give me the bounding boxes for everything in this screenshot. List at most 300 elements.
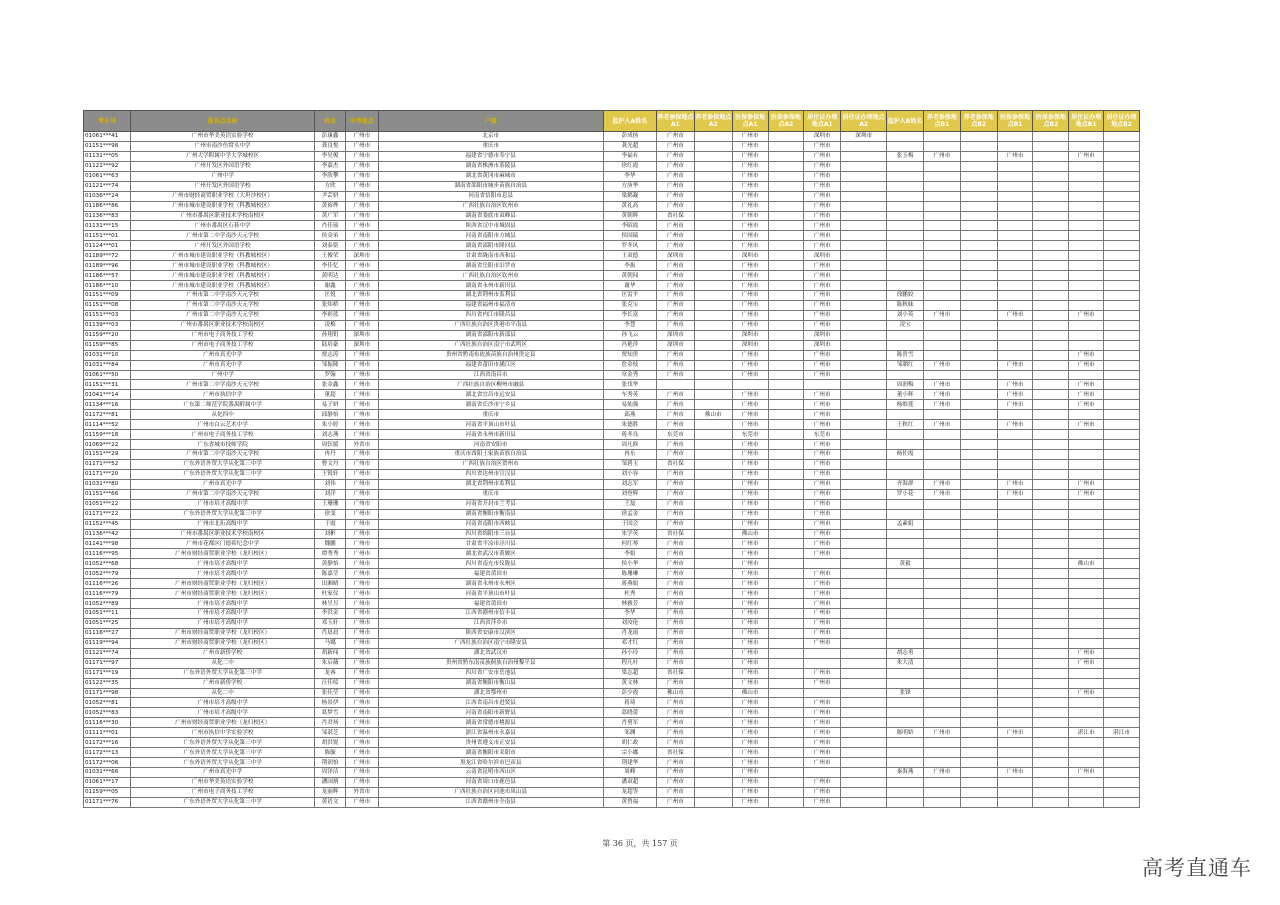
table-cell [1104, 688, 1140, 698]
table-cell [1033, 281, 1069, 291]
table-cell: 外省市 [345, 440, 378, 450]
table-cell [887, 787, 924, 797]
table-cell [694, 529, 732, 539]
table-cell [1104, 469, 1140, 479]
table-cell [997, 291, 1033, 301]
table-cell: 广州市 [732, 390, 768, 400]
table-cell [960, 589, 997, 599]
table-cell [1069, 171, 1104, 181]
table-cell: 广州市 [732, 201, 768, 211]
table-cell [924, 450, 961, 460]
table-row [84, 549, 1140, 559]
table-cell: 胡仁政 [603, 738, 656, 748]
table-cell: 广州市第二中学南沙天元学校 [131, 310, 315, 320]
table-cell [960, 628, 997, 638]
table-cell: 广州市 [345, 758, 378, 768]
table-cell [768, 291, 804, 301]
table-cell: 邹振隆 [315, 360, 346, 370]
table-row [84, 450, 1140, 460]
table-cell: 广州市 [345, 549, 378, 559]
table-cell [887, 191, 924, 201]
table-cell: 广州市 [804, 609, 841, 619]
table-cell [694, 579, 732, 589]
table-cell: 荆润怡 [315, 758, 346, 768]
table-cell [960, 300, 997, 310]
table-cell: 01159***18 [84, 430, 131, 440]
table-cell: 龙睿 [315, 668, 346, 678]
table-cell: 广州市 [345, 261, 378, 271]
table-cell [1104, 161, 1140, 171]
table-cell: 广州市番禺区石碁中学 [131, 221, 315, 231]
table-cell [1069, 509, 1104, 519]
table-cell [1033, 430, 1069, 440]
table-cell: 广州市 [345, 509, 378, 519]
table-cell: 肖晨晨 [315, 628, 346, 638]
table-cell: 广州市电子商务技工学校 [131, 330, 315, 340]
table-cell [960, 400, 997, 410]
table-cell: 广州市财经商贸职业学校（龙归校区） [131, 718, 315, 728]
table-cell: 01061***63 [84, 171, 131, 181]
table-cell [960, 181, 997, 191]
table-cell: 广州市 [804, 390, 841, 400]
table-cell [841, 151, 887, 161]
table-cell: 01121***74 [84, 648, 131, 658]
column-header: 户籍 [378, 111, 603, 132]
table-cell [768, 569, 804, 579]
table-cell [924, 410, 961, 420]
table-cell: 广州市 [804, 529, 841, 539]
table-cell: 从化四中 [131, 410, 315, 420]
table-cell: 广州市 [804, 261, 841, 271]
table-cell: 湖南省邵阳市隆回县 [378, 241, 603, 251]
column-header: 养老参保地点A1 [656, 111, 694, 132]
table-cell [960, 360, 997, 370]
table-cell: 广州市 [997, 400, 1033, 410]
table-cell: 广西壮族自治区钦州市 [378, 271, 603, 281]
table-cell [924, 440, 961, 450]
table-cell [1069, 787, 1104, 797]
table-cell: 广州市 [656, 281, 694, 291]
table-cell [1033, 539, 1069, 549]
table-cell: 广州市 [656, 181, 694, 191]
table-cell [960, 251, 997, 261]
table-cell: 01151***98 [84, 141, 131, 151]
table-cell: 01031***84 [84, 360, 131, 370]
table-cell [887, 241, 924, 251]
table-cell: 广州市 [656, 728, 694, 738]
table-cell [694, 688, 732, 698]
table-cell: 广州市 [732, 360, 768, 370]
table-cell: 周润梅 [887, 380, 924, 390]
table-cell [997, 430, 1033, 440]
table-cell: 广州市 [804, 569, 841, 579]
table-row [84, 668, 1140, 678]
table-cell [1033, 141, 1069, 151]
table-cell [768, 281, 804, 291]
table-cell: 广州市 [732, 281, 768, 291]
table-cell: 广州市北珩高级中学 [131, 519, 315, 529]
table-cell [960, 310, 997, 320]
table-cell [694, 181, 732, 191]
table-cell: 广州市 [804, 728, 841, 738]
table-cell [997, 718, 1033, 728]
table-cell: 徐鹏姣 [887, 291, 924, 301]
table-cell [924, 261, 961, 271]
table-cell [887, 161, 924, 171]
table-cell [768, 310, 804, 320]
table-cell [960, 430, 997, 440]
table-cell [841, 618, 887, 628]
table-cell: 黄语文 [315, 797, 346, 807]
table-cell: 胡新闯 [315, 648, 346, 658]
table-cell: 罗冬风 [603, 241, 656, 251]
table-cell: 邹碧玉 [603, 459, 656, 469]
table-cell [960, 748, 997, 758]
table-cell [1069, 589, 1104, 599]
table-cell [1104, 599, 1140, 609]
table-row [84, 400, 1140, 410]
table-cell [768, 668, 804, 678]
table-row [84, 440, 1140, 450]
table-cell [841, 469, 887, 479]
table-cell: 省社保 [656, 459, 694, 469]
table-cell [841, 599, 887, 609]
table-cell: 广州市 [732, 638, 768, 648]
table-cell [1104, 777, 1140, 787]
table-cell [924, 281, 961, 291]
table-cell [1069, 678, 1104, 688]
table-cell [960, 450, 997, 460]
table-cell: 邹潮红 [887, 360, 924, 370]
table-cell [1033, 489, 1069, 499]
table-cell [887, 459, 924, 469]
table-cell: 广州市 [804, 599, 841, 609]
table-cell: 广州市 [1069, 310, 1104, 320]
table-cell: 广州市 [997, 420, 1033, 430]
table-cell [694, 221, 732, 231]
table-row [84, 579, 1140, 589]
table-cell: 广州市 [656, 241, 694, 251]
table-cell: 广州市 [1069, 768, 1104, 778]
table-cell: 张金鑫 [315, 380, 346, 390]
table-cell [887, 678, 924, 688]
table-cell [960, 638, 997, 648]
table-cell [1104, 628, 1140, 638]
table-cell: 广州市 [732, 648, 768, 658]
table-cell: 林昱昱 [315, 599, 346, 609]
table-cell: 广州市 [997, 479, 1033, 489]
table-cell [887, 171, 924, 181]
table-cell [1069, 211, 1104, 221]
table-cell: 广州市 [345, 410, 378, 420]
table-cell: 广州市 [656, 549, 694, 559]
table-cell [960, 489, 997, 499]
table-cell [1033, 738, 1069, 748]
table-cell [1104, 251, 1140, 261]
table-cell: 广州市 [924, 151, 961, 161]
table-cell [694, 758, 732, 768]
table-cell: 广州市 [656, 618, 694, 628]
table-cell [1104, 519, 1140, 529]
table-cell: 01051***11 [84, 609, 131, 619]
table-cell: 王珊珊 [315, 499, 346, 509]
table-cell: 李长富 [603, 310, 656, 320]
table-cell [1033, 350, 1069, 360]
table-cell: 广州市 [732, 708, 768, 718]
table-cell: 广州市第二中学南沙天元学校 [131, 231, 315, 241]
table-cell [1069, 132, 1104, 142]
table-cell [997, 350, 1033, 360]
table-cell: 01131***05 [84, 151, 131, 161]
table-cell: 广州市 [732, 350, 768, 360]
table-cell [841, 708, 887, 718]
table-cell [768, 728, 804, 738]
table-row [84, 509, 1140, 519]
table-cell [841, 768, 887, 778]
table-cell [1069, 201, 1104, 211]
table-cell [1033, 758, 1069, 768]
table-cell: 01171***76 [84, 797, 131, 807]
table-cell [997, 539, 1033, 549]
table-cell [841, 420, 887, 430]
table-cell: 01172***16 [84, 738, 131, 748]
table-cell: 从化二中 [131, 688, 315, 698]
table-cell: 甘肃省平凉市泾川县 [378, 539, 603, 549]
table-cell: 王俊荣 [315, 251, 346, 261]
table-cell [1069, 191, 1104, 201]
table-cell: 广东外语外贸大学从化第三中学 [131, 738, 315, 748]
table-cell: 广州市真光中学 [131, 360, 315, 370]
table-cell: 广东省城市技师学院 [131, 440, 315, 450]
table-cell: 广州市 [924, 768, 961, 778]
table-cell [997, 241, 1033, 251]
table-cell: 01159***85 [84, 340, 131, 350]
table-cell [1104, 141, 1140, 151]
table-cell: 广州市 [656, 201, 694, 211]
table-row [84, 748, 1140, 758]
table-cell [960, 609, 997, 619]
table-cell: 广州市 [732, 400, 768, 410]
table-cell: 周钰媛 [315, 440, 346, 450]
table-cell [1033, 479, 1069, 489]
table-cell: 广州市城市建设职业学校（科教城校区） [131, 271, 315, 281]
table-cell: 广州市 [345, 469, 378, 479]
table-cell: 广州市培才高级中学 [131, 609, 315, 619]
table-cell [1104, 618, 1140, 628]
table-cell: 广州市 [732, 489, 768, 499]
table-cell: 陈珊琳 [603, 569, 656, 579]
table-cell: 马娜 [315, 638, 346, 648]
table-cell [960, 559, 997, 569]
table-cell [841, 787, 887, 797]
table-cell: 湖南省岳阳市汨罗市 [378, 261, 603, 271]
table-cell [924, 579, 961, 589]
table-cell: 广州市 [804, 350, 841, 360]
table-cell [841, 410, 887, 420]
table-cell [1104, 678, 1140, 688]
table-cell [768, 271, 804, 281]
table-cell [694, 698, 732, 708]
table-cell [694, 201, 732, 211]
table-cell: 01116***30 [84, 718, 131, 728]
column-header: 医保参保地点A1 [732, 111, 768, 132]
table-cell [997, 519, 1033, 529]
table-cell: 东莞市 [656, 430, 694, 440]
table-cell [1104, 648, 1140, 658]
table-cell [768, 628, 804, 638]
table-cell [768, 440, 804, 450]
table-cell: 广州市 [656, 777, 694, 787]
table-cell [960, 718, 997, 728]
table-cell [924, 201, 961, 211]
table-cell [1033, 271, 1069, 281]
table-cell [960, 420, 997, 430]
table-cell [694, 191, 732, 201]
table-cell: 广州市 [345, 221, 378, 231]
table-row [84, 320, 1140, 330]
table-cell [997, 171, 1033, 181]
table-cell: 李佳忆 [315, 261, 346, 271]
table-cell: 车秀英 [603, 390, 656, 400]
table-cell [997, 211, 1033, 221]
table-cell: 广州市电子商务技工学校 [131, 787, 315, 797]
table-cell: 广州市 [732, 569, 768, 579]
table-cell [768, 330, 804, 340]
table-cell [768, 141, 804, 151]
table-cell [1104, 698, 1140, 708]
table-cell [768, 350, 804, 360]
table-cell: 朱启薇 [315, 658, 346, 668]
table-cell [694, 678, 732, 688]
table-cell: 广州市番禺区职业技术学校南校区 [131, 529, 315, 539]
table-cell [804, 648, 841, 658]
table-cell: 广州市 [345, 201, 378, 211]
table-cell: 刘志军 [603, 479, 656, 489]
table-cell: 广州市 [345, 350, 378, 360]
table-cell: 佛山市 [1069, 559, 1104, 569]
table-cell [841, 141, 887, 151]
table-cell [997, 469, 1033, 479]
table-cell [960, 390, 997, 400]
table-cell: 广州市 [732, 410, 768, 420]
table-cell: 广州市执信中学 [131, 390, 315, 400]
table-cell: 广州市 [1069, 479, 1104, 489]
table-cell: 广州市第二中学南沙天元学校 [131, 450, 315, 460]
table-cell [960, 161, 997, 171]
table-cell [924, 559, 961, 569]
table-cell [1033, 748, 1069, 758]
table-cell [768, 768, 804, 778]
table-cell: 01151***66 [84, 489, 131, 499]
table-cell: 广州市 [732, 748, 768, 758]
table-cell [960, 579, 997, 589]
table-cell [804, 688, 841, 698]
table-cell [1033, 340, 1069, 350]
table-cell [1033, 191, 1069, 201]
table-cell [841, 529, 887, 539]
table-cell: 广西壮族自治区柳州市融县 [378, 380, 603, 390]
table-cell [887, 132, 924, 142]
table-cell: 广州市财经商贸职业学校（龙归校区） [131, 579, 315, 589]
data-table [83, 110, 1140, 808]
table-cell: 广东外语外贸大学从化第三中学 [131, 469, 315, 479]
table-cell [887, 569, 924, 579]
table-cell: 李娟 [603, 549, 656, 559]
table-cell: 湖南省永州市新田县 [378, 281, 603, 291]
table-cell [997, 132, 1033, 142]
table-cell [1104, 738, 1140, 748]
table-cell [694, 450, 732, 460]
table-cell [694, 231, 732, 241]
table-cell [997, 628, 1033, 638]
table-cell [887, 499, 924, 509]
table-cell: 彭康鑫 [315, 132, 346, 142]
table-cell: 重庆市 [378, 410, 603, 420]
table-cell: 广州市 [345, 768, 378, 778]
table-cell: 广州市 [804, 171, 841, 181]
table-cell [841, 440, 887, 450]
table-cell [694, 787, 732, 797]
table-cell: 广州市 [732, 599, 768, 609]
table-cell: 广州市 [997, 360, 1033, 370]
table-cell: 广州市城市建设职业学校（科教城校区） [131, 201, 315, 211]
table-cell [997, 609, 1033, 619]
table-cell: 广州市 [345, 430, 378, 440]
table-cell: 广州市 [804, 459, 841, 469]
table-cell [841, 400, 887, 410]
table-cell [997, 231, 1033, 241]
table-cell: 广州市 [656, 400, 694, 410]
table-row [84, 787, 1140, 797]
table-cell: 刘小容 [603, 469, 656, 479]
table-cell: 重庆市酉阳土家族苗族自治县 [378, 450, 603, 460]
table-cell: 广州市 [656, 132, 694, 142]
table-cell: 广州市 [345, 181, 378, 191]
table-cell [694, 420, 732, 430]
table-cell [1033, 400, 1069, 410]
table-cell: 广州市 [997, 390, 1033, 400]
table-cell: 陕西省安康市汉滨区 [378, 628, 603, 638]
table-cell: 何红琴 [603, 539, 656, 549]
table-row [84, 628, 1140, 638]
table-cell [960, 758, 997, 768]
table-cell: 01116***95 [84, 549, 131, 559]
table-cell [997, 589, 1033, 599]
table-cell: 四川省广安市岳池县 [378, 668, 603, 678]
table-cell: 易灿强 [603, 400, 656, 410]
table-cell: 邱静怡 [315, 410, 346, 420]
table-cell: 广州市 [656, 499, 694, 509]
table-cell: 广州市 [345, 291, 378, 301]
table-cell [694, 797, 732, 807]
table-cell: 01171***98 [84, 688, 131, 698]
table-cell: 湖南省衡阳市耒阳市 [378, 748, 603, 758]
table-cell: 01061***50 [84, 370, 131, 380]
table-cell [694, 370, 732, 380]
table-cell [924, 698, 961, 708]
table-cell: 广州市 [804, 211, 841, 221]
column-header: 居住证办理地点B1 [1069, 111, 1104, 132]
table-cell [841, 668, 887, 678]
table-row [84, 241, 1140, 251]
table-cell: 匡悦 [315, 291, 346, 301]
table-cell [1104, 509, 1140, 519]
table-cell: 湖南省长沙市宁乡县 [378, 400, 603, 410]
table-cell: 广州市 [345, 231, 378, 241]
table-cell: 肖君扬 [315, 718, 346, 728]
table-cell: 01172***13 [84, 748, 131, 758]
table-cell [694, 539, 732, 549]
